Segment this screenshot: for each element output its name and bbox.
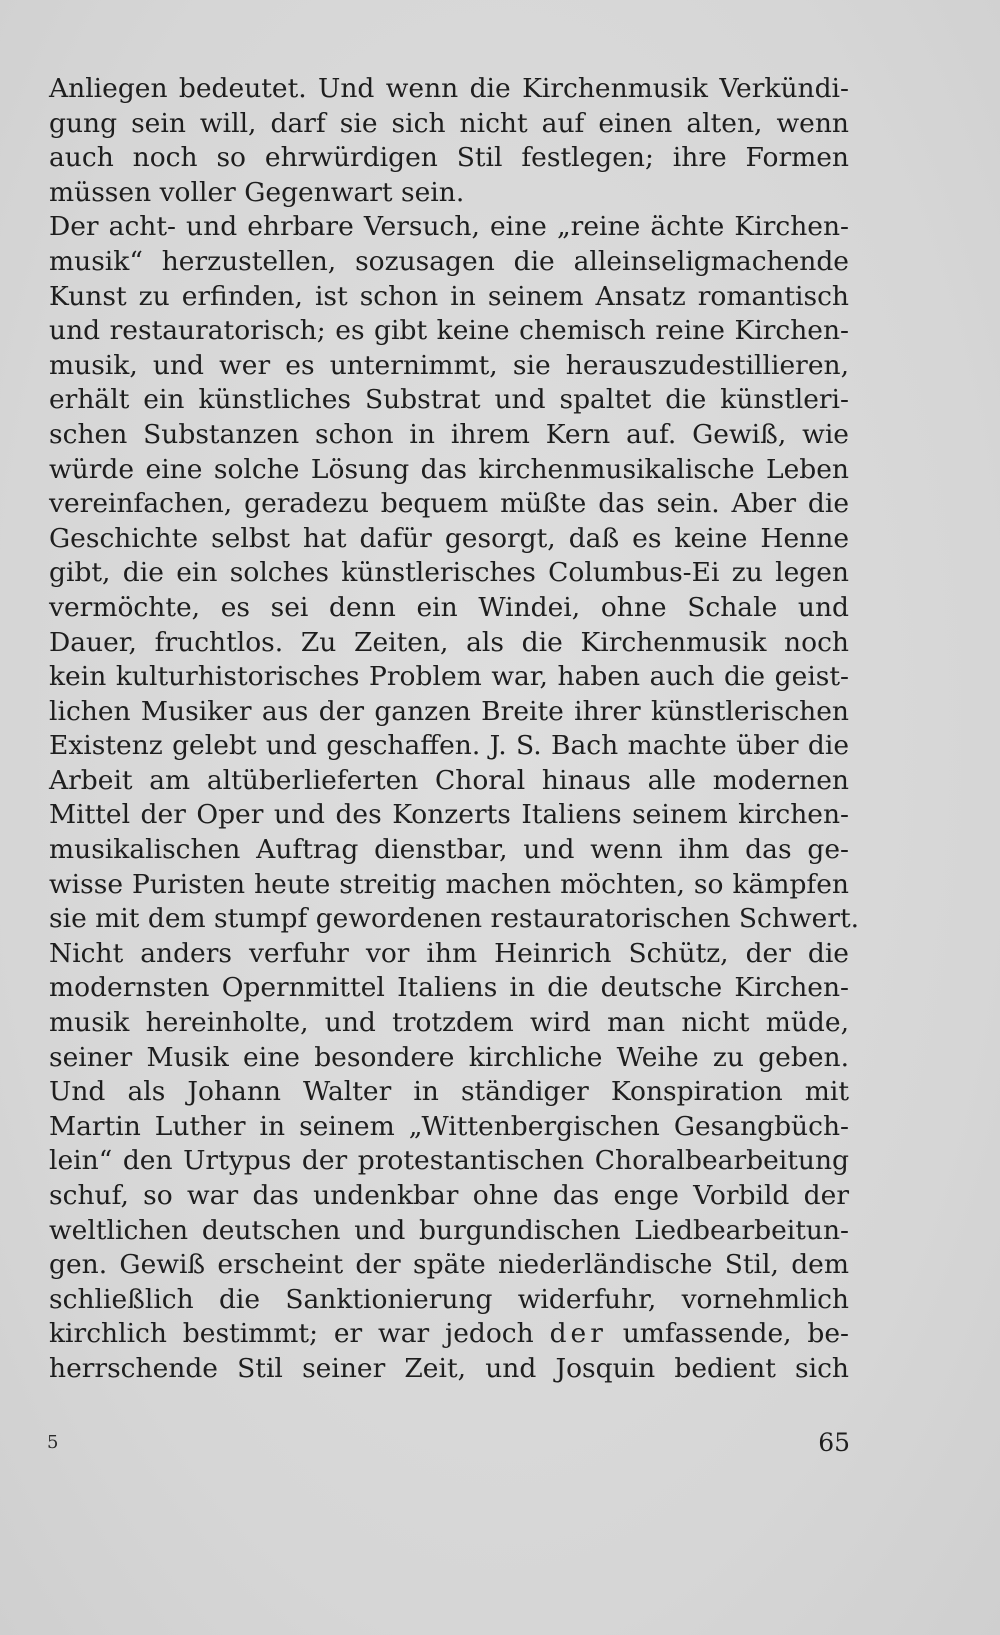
signature-mark: 5: [47, 1432, 59, 1453]
text-line-3: auch noch so ehrwürdigen Stil festlegen; ihre Formen: [49, 142, 849, 174]
text-line-35: gen. Gewiß erscheint der späte niederländische Stil, dem: [49, 1249, 849, 1281]
text-line-29: seiner Musik eine besondere kirchliche Weihe zu geben.: [49, 1041, 849, 1073]
text-line-20: Existenz gelebt und geschaffen. J. S. Bach machte über die: [49, 730, 849, 762]
text-line-10: erhält ein künstliches Substrat und spaltet die künstleri-: [49, 384, 849, 416]
text-line-37: [49, 1317, 849, 1352]
text-line-14: Geschichte selbst hat dafür gesorgt, daß es keine Henne: [49, 522, 849, 554]
text-line-37-start: kirchlich bestimmt; er war jedoch: [49, 1318, 534, 1350]
text-line-5: Der acht- und ehrbare Versuch, eine „reine ächte Kirchen-: [49, 211, 849, 243]
text-line-22: Mittel der Oper und des Konzerts Italiens seinem kirchen-: [49, 799, 849, 831]
text-line-12: würde eine solche Lösung das kirchenmusikalische Leben: [49, 453, 849, 485]
text-line-16: vermöchte, es sei denn ein Windei, ohne Schale und: [49, 591, 849, 623]
text-line-33: schuf, so war das undenkbar ohne das enge Vorbild der: [49, 1180, 849, 1211]
text-line-11: schen Substanzen schon in ihrem Kern auf. Gewiß, wie: [49, 418, 849, 450]
text-line-1: Anliegen bedeutet. Und wenn die Kirchenmusik Verkündi-: [49, 73, 849, 104]
text-line-15: gibt, die ein solches künstlerisches Columbus-Ei zu legen: [49, 557, 849, 589]
text-line-17: Dauer, fruchtlos. Zu Zeiten, als die Kirchenmusik noch: [49, 626, 849, 658]
text-line-7: Kunst zu erfinden, ist schon in seinem Ansatz romantisch: [49, 280, 849, 312]
text-line-24: wisse Puristen heute streitig machen möchten, so kämpfen: [49, 868, 849, 900]
emphasized-word: der: [549, 1318, 607, 1350]
text-line-28: musik hereinholte, und trotzdem wird man nicht müde,: [49, 1007, 849, 1039]
text-line-2: gung sein will, darf sie sich nicht auf einen alten, wenn: [49, 107, 849, 139]
text-line-26: Nicht anders verfuhr vor ihm Heinrich Schütz, der die: [49, 937, 849, 969]
text-line-27: modernsten Opernmittel Italiens in die deutsche Kirchen-: [49, 972, 849, 1004]
text-line-38: herrschende Stil seiner Zeit, und Josquin bedient sich: [49, 1352, 849, 1384]
text-line-21: Arbeit am altüberlieferten Choral hinaus alle modernen: [49, 764, 849, 796]
text-line-32: lein“ den Urtypus der protestantischen Choralbearbeitung: [49, 1145, 849, 1177]
text-line-25: sie mit dem stumpf gewordenen restauratorischen Schwert.: [49, 903, 860, 935]
text-line-13: vereinfachen, geradezu bequem müßte das sein. Aber die: [49, 488, 849, 520]
text-line-18: kein kulturhistorisches Problem war, haben auch die geist-: [49, 661, 849, 693]
text-line-36: schließlich die Sanktionierung widerfuhr, vornehmlich: [49, 1283, 849, 1315]
text-line-19: lichen Musiker aus der ganzen Breite ihrer künstlerischen: [49, 695, 849, 727]
text-line-23: musikalischen Auftrag dienstbar, und wenn ihm das ge-: [49, 834, 849, 866]
text-line-9: musik, und wer es unternimmt, sie herauszudestillieren,: [49, 349, 849, 381]
text-line-34: weltlichen deutschen und burgundischen Liedbearbeitun-: [49, 1214, 849, 1246]
text-line-30: Und als Johann Walter in ständiger Konspiration mit: [49, 1076, 849, 1108]
text-line-31: Martin Luther in seinem „Wittenbergischen Gesangbüch-: [49, 1110, 849, 1142]
text-line-37-end: umfassende, be-: [622, 1318, 849, 1350]
text-line-8: und restauratorisch; es gibt keine chemisch reine Kirchen-: [49, 315, 849, 347]
text-line-6: musik“ herzustellen, sozusagen die alleinseligmachende: [49, 245, 849, 277]
body-text: [49, 72, 860, 1387]
text-line-4: müssen voller Gegenwart sein.: [49, 176, 465, 208]
page-number: 65: [818, 1428, 850, 1457]
